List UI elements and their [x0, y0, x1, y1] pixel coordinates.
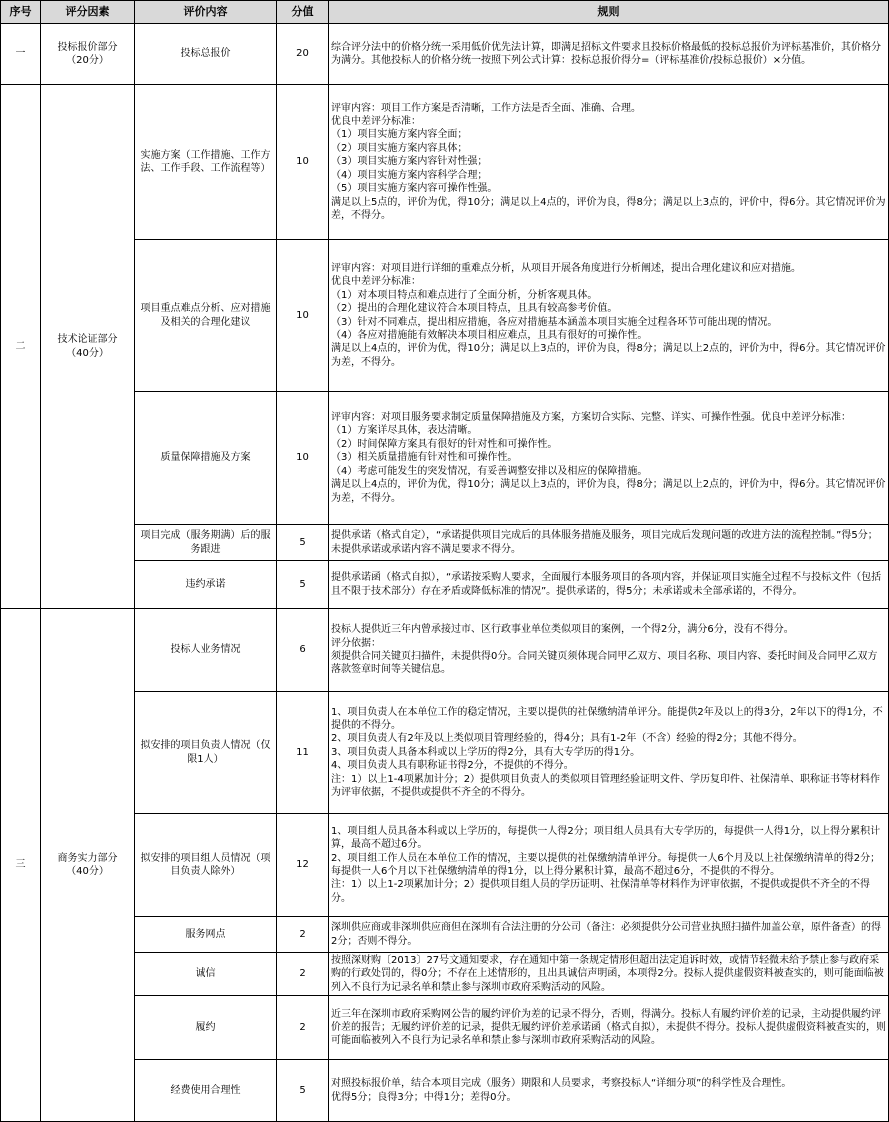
rule-cell — [329, 814, 889, 917]
table-row — [1, 996, 889, 1060]
rule-cell — [329, 1060, 889, 1122]
evaluation-content: 履约 — [135, 996, 277, 1060]
table-row — [1, 953, 889, 996]
rule-line: 2、项目负责人有2年及以上类似项目管理经验的，得4分；具有1-2年（不含）经验的得2分；其他不得分。 — [331, 733, 803, 745]
rule-cell — [329, 240, 889, 392]
rule-line: 1、项目负责人在本单位工作的稳定情况，主要以提供的社保缴纳清单评分。能提供2年及以上的得3分，2年以下的得1分，不提供的不得分。 — [331, 706, 883, 731]
header-factor: 评分因素 — [41, 1, 135, 24]
evaluation-content: 投标总报价 — [135, 24, 277, 85]
table-row — [1, 24, 889, 85]
rule-line: 注：1）以上1-4项累加计分；2）提供项目负责人的类似项目管理经验证明文件、学历复印件、社保清单、职称证书等材料作为评审依据，不提供或提供不齐全的不得分。 — [331, 773, 881, 799]
rule-line: （2）提出的合理化建议符合本项目特点，且具有较高参考价值。 — [331, 303, 618, 315]
table-row — [1, 392, 889, 525]
score-value: 6 — [277, 609, 329, 692]
rule-line: 评审内容：对项目进行详细的重难点分析，从项目开展各角度进行分析阐述，提出合理化建议和应对措施。 — [331, 262, 801, 274]
section-factor: 投标报价部分 （20分） — [41, 24, 135, 85]
evaluation-content: 经费使用合理性 — [135, 1060, 277, 1122]
score-value: 2 — [277, 953, 329, 996]
rule-line: 须提供合同关键页扫描件，未提供得0分。合同关键页须体现合同甲乙双方、项目名称、项目内容、委托时间及合同甲乙双方落款签章时间等关键信息。 — [331, 651, 878, 676]
rule-line: 提供承诺（格式自定），“承诺提供项目完成后的具体服务措施及服务，项目完成后发现问题的改进方法的流程控制。”得5分；未提供承诺或承诺内容不满足要求不得分。 — [331, 530, 878, 555]
rule-line: （2）项目实施方案内容具体； — [331, 142, 468, 154]
score-value: 12 — [277, 814, 329, 917]
rule-line: （4）各应对措施能有效解决本项目相应难点，且具有很好的可操作性。 — [331, 329, 648, 341]
rule-line: （1）项目实施方案内容全面； — [331, 129, 468, 141]
table-row — [1, 1060, 889, 1122]
evaluation-content: 项目完成（服务期满）后的服务跟进 — [135, 525, 277, 561]
evaluation-content: 项目重点难点分析、应对措施及相关的合理化建议 — [135, 240, 277, 392]
rule-line: 1、项目组人员具备本科或以上学历的，每提供一人得2分；项目组人员具有大专学历的，每提供一人得1分，以上得分累积计算，最高不超过6分。 — [331, 825, 881, 851]
rule-cell — [329, 392, 889, 525]
rule-line: 评分依据： — [331, 637, 381, 649]
table-row — [1, 561, 889, 609]
header-rule: 规则 — [329, 1, 889, 24]
rule-line: （3）项目实施方案内容针对性强； — [331, 156, 488, 168]
score-value: 11 — [277, 692, 329, 814]
table-row — [1, 85, 889, 240]
header-score: 分值 — [277, 1, 329, 24]
score-value: 5 — [277, 561, 329, 609]
rule-cell — [329, 85, 889, 240]
rule-line: 综合评分法中的价格分统一采用低价优先法计算，即满足招标文件要求且投标价格最低的投标总报价为评标基准价，其价格分为满分。其他投标人的价格分统一按照下列公式计算：投标总报价得分=（评标基准价/投标总报价）×分值。 — [331, 41, 881, 66]
section-factor: 技术论证部分 （40分） — [41, 85, 135, 609]
table-row — [1, 240, 889, 392]
rule-line: 2、项目组工作人员在本单位工作的情况，主要以提供的社保缴纳清单评分。每提供一人6个月及以上社保缴纳清单的得2分；每提供一人6个月以下社保缴纳清单的得1分，以上得分累积计算，最高不超过6分，不提供的不得分。 — [331, 852, 881, 877]
rule-line: （3）相关质量措施有针对性和可操作性。 — [331, 452, 518, 464]
table-row — [1, 917, 889, 953]
rule-line: 优良中差评分标准： — [331, 116, 421, 128]
rule-line: 近三年在深圳市政府采购网公告的履约评价为差的记录不得分，否则，得满分。投标人有履约评价差的记录，主动提供履约评价差的报告；无履约评价差的记录，提供无履约评价差承诺函（格式自拟），未提供不得分。投标人提供虚假资料被查实的，则可能面临被列入不良行为记录名单和禁止参与深圳市政府采购活动的风险。 — [331, 1008, 886, 1047]
rule-line: （4）考虑可能发生的突发情况，有妥善调整安排以及相应的保障措施。 — [331, 465, 648, 477]
table-row — [1, 525, 889, 561]
rule-cell — [329, 24, 889, 85]
rule-line: 优良中差评分标准： — [331, 276, 421, 288]
evaluation-content: 服务网点 — [135, 917, 277, 953]
rule-line: 满足以上5点的，评价为优，得10分；满足以上4点的，评价为良，得8分；满足以上3点的，评价中，得6分。其它情况评价为差，不得分。 — [331, 196, 886, 221]
score-value: 10 — [277, 240, 329, 392]
rule-cell — [329, 692, 889, 814]
table-row — [1, 814, 889, 917]
table-row — [1, 692, 889, 814]
rule-line: 注：1）以上1-2项累加计分；2）提供项目组人员的学历证明、社保清单等材料作为评审依据，不提供或提供不齐全的不得分。 — [331, 879, 871, 904]
rule-line: （1）对本项目特点和难点进行了全面分析，分析客观具体。 — [331, 289, 598, 301]
rule-line: 4、项目负责人具有职称证书得2分，不提供的不得分。 — [331, 760, 574, 772]
rule-line: 评审内容：对项目服务要求制定质量保障措施及方案，方案切合实际、完整、详实、可操作性强。优良中差评分标准： — [331, 412, 851, 424]
score-value: 2 — [277, 996, 329, 1060]
rule-cell — [329, 561, 889, 609]
rule-line: 评审内容：项目工作方案是否清晰，工作方法是否全面、准确、合理。 — [331, 102, 641, 114]
rule-line: 对照投标报价单，结合本项目完成（服务）期限和人员要求，考察投标人“详细分项”的科学性及合理性。 — [331, 1078, 792, 1090]
rule-line: （5）项目实施方案内容可操作性强。 — [331, 183, 498, 195]
rule-line: 提供承诺函（格式自拟），“承诺按采购人要求，全面履行本服务项目的各项内容，并保证项目实施全过程不与投标文件（包括且不限于技术部分）存在矛盾或降低标准的情况”。提供承诺的，得5分；未承诺或未全部承诺的，不得分。 — [331, 572, 882, 597]
rule-cell — [329, 996, 889, 1060]
section-factor: 商务实力部分 （40分） — [41, 609, 135, 1122]
score-value: 10 — [277, 85, 329, 240]
rule-cell — [329, 917, 889, 953]
score-value: 5 — [277, 525, 329, 561]
rule-line: 深圳供应商或非深圳供应商但在深圳有合法注册的分公司（备注：必须提供分公司营业执照扫描件加盖公章，原件备查）的得2分；否则不得分。 — [331, 922, 881, 947]
rule-line: 优得5分；良得3分；中得1分；差得0分。 — [331, 1091, 517, 1103]
rule-line: 按照深财购〔2013〕27号文通知要求，存在通知中第一条规定情形但超出法定追诉时效，或情节轻微未给予禁止参与政府采购的行政处罚的，得0分；不存在上述情形的，且出具诚信声明函，本项得2分。投标人提供虚假资料被查实的，则可能面临被列入不良行为记录名单和禁止参与深圳市政府采购活动的风险。 — [331, 955, 884, 993]
table-row — [1, 609, 889, 692]
rule-line: 满足以上4点的，评价为优，得10分；满足以上3点的，评价为良，得8分；满足以上2点的，评价为中，得6分。其它情况评价为差，不得分。 — [331, 343, 886, 368]
score-value: 20 — [277, 24, 329, 85]
rule-line: 投标人提供近三年内曾承接过市、区行政事业单位类似项目的案例，一个得2分，满分6分，没有不得分。 — [331, 624, 794, 636]
evaluation-content: 质量保障措施及方案 — [135, 392, 277, 525]
header-content: 评价内容 — [135, 1, 277, 24]
header-row — [1, 1, 889, 24]
rule-line: （4）项目实施方案内容科学合理； — [331, 169, 488, 181]
header-seq: 序号 — [1, 1, 41, 24]
section-seq: 二 — [1, 85, 41, 609]
rule-line: 满足以上4点的，评价为优，得10分；满足以上3点的，评价为良，得8分；满足以上2点的，评价为中，得6分。其它情况评价为差，不得分。 — [331, 479, 886, 504]
evaluation-content: 实施方案（工作措施、工作方法、工作手段、工作流程等） — [135, 85, 277, 240]
rule-line: （1）方案详尽具体，表达清晰。 — [331, 425, 478, 437]
evaluation-content: 诚信 — [135, 953, 277, 996]
score-value: 2 — [277, 917, 329, 953]
score-value: 5 — [277, 1060, 329, 1122]
evaluation-content: 违约承诺 — [135, 561, 277, 609]
evaluation-content: 投标人业务情况 — [135, 609, 277, 692]
table-body — [1, 24, 889, 1122]
rule-line: （2）时间保障方案具有很好的针对性和可操作性。 — [331, 438, 558, 450]
rule-cell — [329, 609, 889, 692]
rule-cell — [329, 953, 889, 996]
rule-line: 3、项目负责人具备本科或以上学历的得2分，具有大专学历的得1分。 — [331, 746, 641, 758]
section-seq: 三 — [1, 609, 41, 1122]
rule-line: （3）针对不同难点，提出相应措施，各应对措施基本涵盖本项目实施全过程各环节可能出现的情况。 — [331, 316, 778, 328]
score-value: 10 — [277, 392, 329, 525]
section-seq: 一 — [1, 24, 41, 85]
rule-cell — [329, 525, 889, 561]
evaluation-content: 拟安排的项目组人员情况（项目负责人除外） — [135, 814, 277, 917]
evaluation-content: 拟安排的项目负责人情况（仅限1人） — [135, 692, 277, 814]
